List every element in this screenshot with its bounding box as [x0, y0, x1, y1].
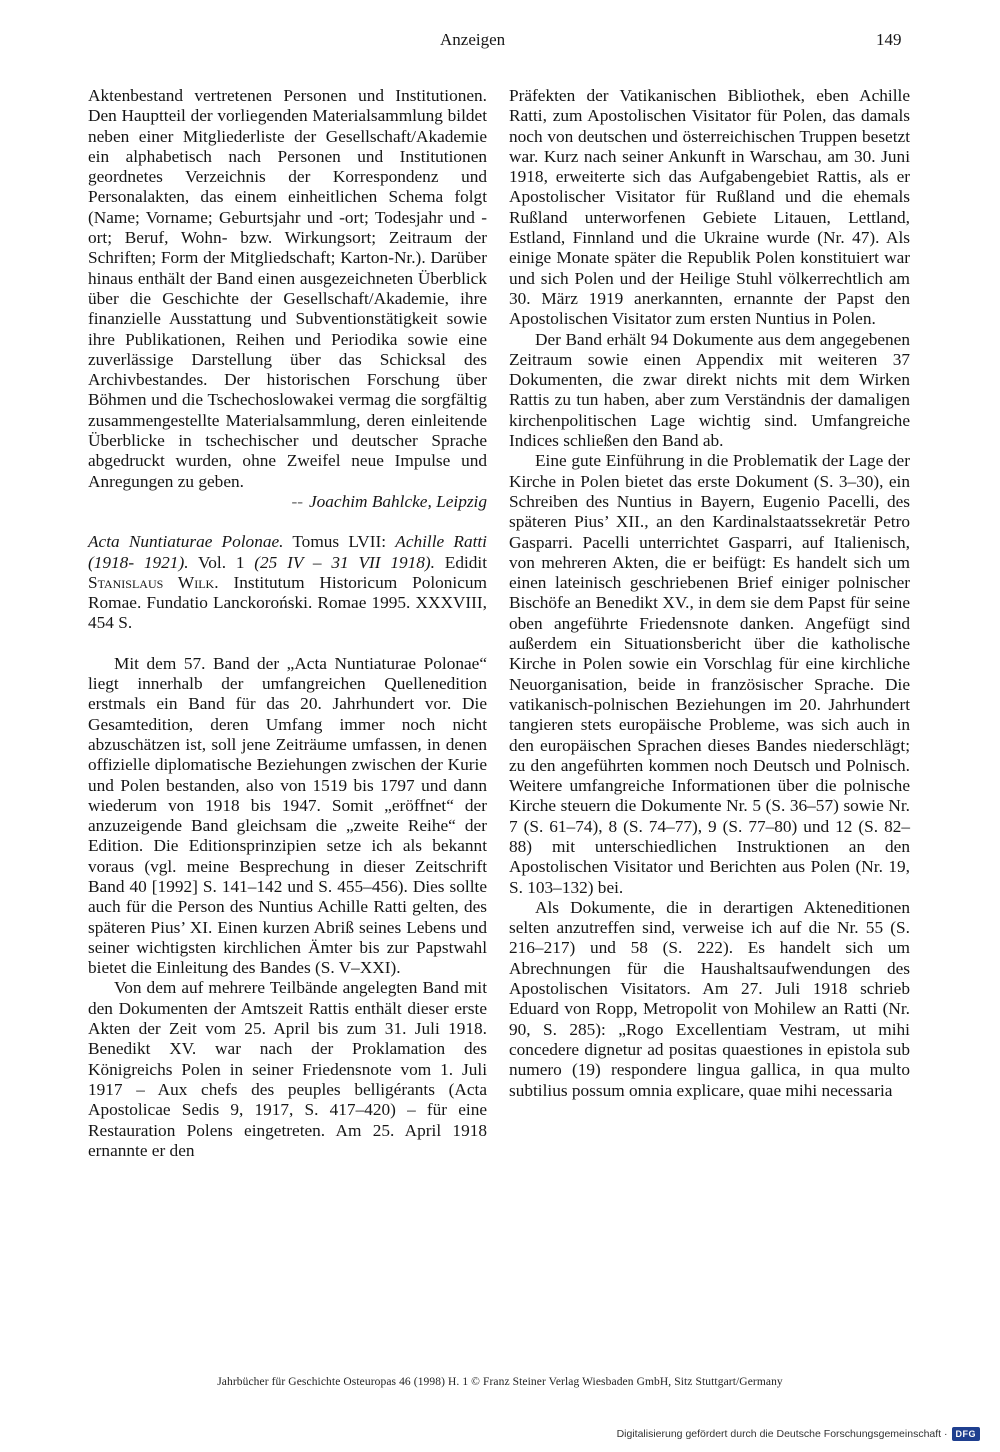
right-paragraph-3: Eine gute Einführung in die Problematik der Lage der Kirche in Polen bietet das erste Dokument (S. 3–30), ein Schreiben des Nuntius in Bayern, Eugenio Pacelli, des späteren Pius’ XII., an den Kardinalstaatssekretär Petro Gasparri. Pacelli unterrichtet Gasparri, auf Italienisch, von mehreren Akten, die er beifügt: Es handelt sich um einen lateinisch geschriebenen Brief einiger polnischer Bischöfe an Benedikt XV., in dem sie dem Papst für seine oben angeführte Friedensnote danken. Angefügt sind außerdem ein Situationsbericht über die katholische Kirche in Polen sowie ein Vorschlag für eine kirchliche Neuorganisation, beide in französischer Sprache. Die vatikanisch-polnischen Beziehungen im 20. Jahrhundert tangieren stets europäische Probleme, was sich auch in den europäischen Sprachen dieses Bandes niederschlägt; zu den angeführten kommen noch Deutsch und Polnisch. Weitere umfangreiche Informationen über die polnische Kirche steuern die Dokumente Nr. 5 (S. 36–57) sowie Nr. 7 (S. 61–74), 8 (S. 74–77), 9 (S. 77–80) und 12 (S. 82–88) mit unterschiedlichen Instruktionen an den Apostolischen Visitator und Berichten aus Polen (Nr. 19, S. 103–132) bei. [509, 451, 910, 897]
work-editor: Stanislaus Wilk [88, 572, 215, 592]
work-title: Acta Nuntiaturae Polonae. [88, 532, 284, 552]
work-imprint: . Institutum Historicum Polonicum Romae. Fundatio Lanckoroński. Romae 1995. XXXVIII, 454 S. [88, 572, 487, 633]
dfg-logo: DFG [952, 1427, 981, 1441]
left-paragraph-2: Mit dem 57. Band der „Acta Nuntiaturae Polonae“ liegt innerhalb der umfangreichen Quellenedition erstmals ein Band für das 20. Jahrhundert vor. Die Gesamtedition, deren Umfang immer noch nicht abzuschätzen ist, soll jene Zeiträume umfassen, in denen offizielle diplomatische Beziehungen zwischen der Kurie und Polen bestanden, also von 1519 bis 1797 und dann wiederum von 1918 bis 1947. Somit „eröffnet“ der anzuzeigende Band gleichsam die „zweite Reihe“ der Edition. Die Editionsprinzipien setze ich als bekannt voraus (vgl. meine Besprechung in dieser Zeitschrift Band 40 [1992] S. 141–142 und S. 455–456). Dies sollte auch für die Person des Nuntius Achille Ratti gelten, des späteren Pius’ XI. Einen kurzen Abriß seines Lebens und seiner wichtigsten kirchlichen Ämter bis zur Papstwahl bietet die Einleitung des Bandes (S. V–XXI). [88, 653, 487, 978]
review-signature [88, 492, 487, 512]
right-paragraph-1: Präfekten der Vatikanischen Bibliothek, eben Achille Ratti, zum Apostolischen Visitator für Polen, das damals noch von deutschen und österreichischen Truppen besetzt war. Kurz nach seiner Ankunft in Warschau, am 30. Juni 1918, erweiterte sich das Aufgabengebiet Rattis, als er Apostolischer Visitator für Rußland und die ehemals Rußland unterworfenen Gebiete Litauen, Lettland, Estland, Finnland und die Ukraine wurde (Nr. 47). Als einige Monate später die Republik Polen konstituiert war und sich Polen und der Heilige Stuhl völkerrechtlich am 30. März 1919 anerkannten, ernannte der Papst den Apostolischen Visitator zum ersten Nuntius in Polen. [509, 86, 910, 329]
work-volume: Vol. 1 [188, 552, 255, 572]
funding-text: Digitalisierung gefördert durch die Deutsche Forschungsgemeinschaft · [616, 1428, 948, 1440]
right-column [509, 86, 910, 1101]
page-number: 149 [876, 30, 902, 49]
review-heading [88, 532, 487, 633]
publication-footer: Jahrbücher für Geschichte Osteuropas 46 (1998) H. 1 © Franz Steiner Verlag Wiesbaden GmbH, Sitz Stuttgart/Germany [217, 1376, 783, 1388]
left-paragraph-3: Von dem auf mehrere Teilbände angelegten Band mit den Dokumenten der Amtszeit Rattis enthält dieser erste Akten der Zeit vom 25. April bis zum 31. Juli 1918. Benedikt XV. war nach der Proklamation des Königreichs Polen in seiner Friedensnote vom 1. Juli 1917 – Aux chefs des peuples belligérants (Acta Apostolicae Sedis 9, 1917, S. 417–420) – für eine Restauration Polens eingetreten. Am 25. April 1918 ernannte er den [88, 978, 487, 1160]
reviewer-name: Joachim Bahlcke, Leipzig [308, 491, 487, 511]
running-head [0, 30, 1000, 56]
signature-dash: -- [291, 491, 303, 511]
digitization-notice [617, 1426, 980, 1442]
left-paragraph-1: Aktenbestand vertretenen Personen und Institutionen. Den Hauptteil der vorliegenden Materialsammlung bildet neben einer Mitgliederliste der Gesellschaft/Akademie ein alphabetisch nach Personen und Institutionen geordnetes Verzeichnis der Korrespondenz und Personalakten, das einem einheitlichen Schema folgt (Name; Vorname; Geburtsjahr und -ort; Todesjahr und -ort; Beruf, Wohn- bzw. Wirkungsort; Zeitraum der Schriften; Form der Mitgliedschaft; Karton-Nr.). Darüber hinaus enthält der Band einen ausgezeichneten Überblick über die Geschichte der Gesellschaft/Akademie, ihre finanzielle Ausstattung und Subventionstätigkeit sowie ihre Publikationen, Reihen und Periodika sowie eine zuverlässige Darstellung über das Schicksal des Archivbestandes. Der historischen Forschung über Böhmen und die Tschechoslowakei vermag die sorgfältig zusammengestellte Materialsammlung, deren einleitende Überblicke in tschechischer und deutscher Sprache abgedruckt wurden, ohne Zweifel neue Impulse und Anregungen zu geben. [88, 86, 487, 491]
right-paragraph-4: Als Dokumente, die in derartigen Akteneditionen selten anzutreffen sind, verweise ich auf die Nr. 55 (S. 216–217) und 58 (S. 222). Es handelt sich um Abrechnungen für die Haushaltsaufwendungen des Apostolischen Visitators. Am 27. Juli 1918 schrieb Eduard von Ropp, Metropolit von Mohilew an Ratti (Nr. 90, S. 285): „Rogo Excellentiam Vestram, ut mihi concedere dignetur ad positas quaestiones in epistola sub numero (19) respondere lingua gallica, in qua multo subtilius possum omnia explicare, quae mihi necessaria [509, 897, 910, 1100]
left-column [88, 86, 487, 1161]
page-header-title: Anzeigen [440, 30, 506, 49]
work-tomus: Tomus LVII: [283, 532, 396, 552]
work-subtitle: Achille Ratti (1918- 1921). [88, 532, 487, 572]
work-edidit: Edidit [434, 552, 488, 572]
right-paragraph-2: Der Band erhält 94 Dokumente aus dem angegebenen Zeitraum sowie einen Appendix mit weiteren 37 Dokumenten, die zwar direkt nichts mit dem Wirken Rattis zu tun haben, aber zum Verständnis der damaligen kirchenpolitischen Lage wichtig sind. Umfangreiche Indices schließen den Band ab. [509, 329, 910, 451]
work-period: (25 IV – 31 VII 1918). [254, 552, 435, 572]
